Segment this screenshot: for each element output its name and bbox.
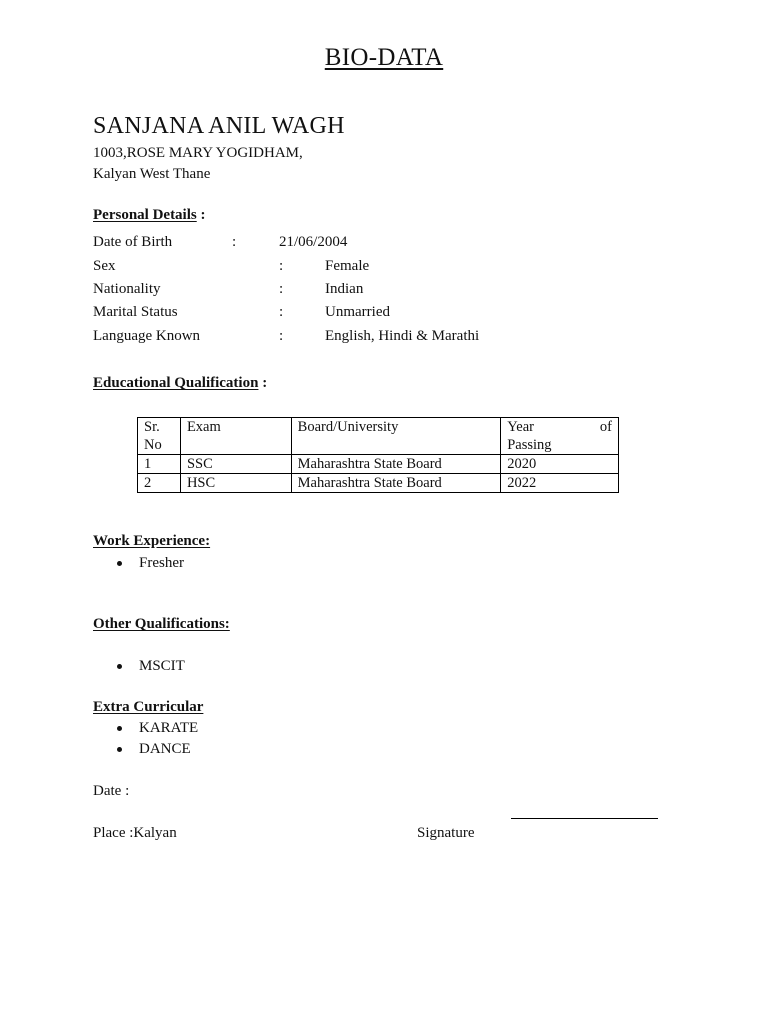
marital-status-label: Marital Status: [93, 304, 178, 320]
personal-details-heading-text: Personal Details: [93, 207, 197, 223]
table-cell-exam: SSC: [180, 455, 291, 474]
address-line-1: 1003,ROSE MARY YOGIDHAM,: [93, 145, 303, 161]
board-header: Board/University: [291, 418, 501, 455]
table-cell-year: 2022: [501, 474, 619, 493]
sex-colon: :: [279, 258, 284, 274]
personal-row-sex: [93, 258, 653, 278]
address-line-2: Kalyan West Thane: [93, 166, 211, 182]
list-item: [93, 656, 185, 677]
other-qualifications-heading-text: Other Qualifications:: [93, 616, 230, 632]
work-experience-heading: [93, 533, 210, 550]
table-cell-sr: 1: [138, 455, 181, 474]
personal-details-heading-suffix: :: [196, 207, 206, 223]
education-heading: [93, 375, 267, 392]
education-heading-suffix: :: [258, 375, 268, 391]
education-heading-text: Educational Qualification: [93, 375, 259, 391]
table-cell-board: Maharashtra State Board: [291, 455, 501, 474]
nationality-value: Indian: [325, 281, 364, 297]
personal-row-nationality: [93, 281, 653, 301]
table-cell-board: Maharashtra State Board: [291, 474, 501, 493]
dob-label: Date of Birth: [93, 234, 173, 250]
language-value: English, Hindi & Marathi: [325, 328, 480, 344]
table-cell-year: 2020: [501, 455, 619, 474]
sr-no-header: [138, 418, 181, 455]
nationality-colon: :: [279, 281, 284, 297]
dob-colon: :: [232, 234, 237, 250]
table-cell-exam: HSC: [180, 474, 291, 493]
signature-line: [511, 818, 658, 819]
year-header: [501, 418, 619, 455]
extra-curricular-item: DANCE: [139, 741, 191, 757]
sex-label: Sex: [93, 258, 116, 274]
bullet-icon: [117, 747, 122, 752]
marital-status-value: Unmarried: [325, 304, 390, 320]
list-item: [93, 553, 184, 574]
year-header-line-2: Passing: [507, 437, 552, 453]
language-label: Language Known: [93, 328, 201, 344]
extra-curricular-heading: [93, 699, 203, 716]
personal-row-marital-status: [93, 304, 653, 324]
bullet-icon: [117, 561, 122, 566]
marital-status-colon: :: [279, 304, 284, 320]
list-item: [93, 739, 198, 760]
dob-value: 21/06/2004: [279, 234, 348, 250]
personal-row-language: [93, 328, 653, 348]
year-header-line-1: [507, 418, 612, 436]
bullet-icon: [117, 664, 122, 669]
candidate-name: SANJANA ANIL WAGH: [93, 113, 345, 139]
work-experience-heading-text: Work Experience:: [93, 533, 211, 549]
exam-header: Exam: [180, 418, 291, 455]
year-header-word-year: Year: [507, 419, 534, 435]
personal-details-heading: [93, 207, 205, 224]
bullet-icon: [117, 726, 122, 731]
sex-value: Female: [325, 258, 370, 274]
personal-row-dob: [93, 234, 653, 254]
work-experience-list: [93, 553, 184, 574]
language-colon: :: [279, 328, 284, 344]
list-item: [93, 718, 198, 739]
year-header-word-of: of: [599, 419, 612, 435]
signature-label: Signature: [417, 825, 475, 841]
nationality-label: Nationality: [93, 281, 161, 297]
other-qualification-item: MSCIT: [139, 658, 185, 674]
other-qualifications-heading: [93, 616, 230, 633]
extra-curricular-list: [93, 718, 198, 760]
extra-curricular-heading-text: Extra Curricular: [93, 699, 204, 715]
work-experience-item: Fresher: [139, 555, 184, 571]
date-label: Date :: [93, 783, 130, 799]
education-table: [137, 417, 619, 493]
other-qualifications-list: [93, 656, 185, 677]
sr-no-header-line-2: No: [144, 437, 162, 453]
sr-no-header-line-1: Sr.: [144, 419, 160, 435]
table-cell-sr: 2: [138, 474, 181, 493]
place-label: Place :Kalyan: [93, 825, 177, 841]
document-title: BIO-DATA: [324, 44, 444, 71]
extra-curricular-item: KARATE: [139, 720, 199, 736]
education-table-header-row: [138, 418, 619, 455]
table-row: [138, 455, 619, 474]
table-row: [138, 474, 619, 493]
